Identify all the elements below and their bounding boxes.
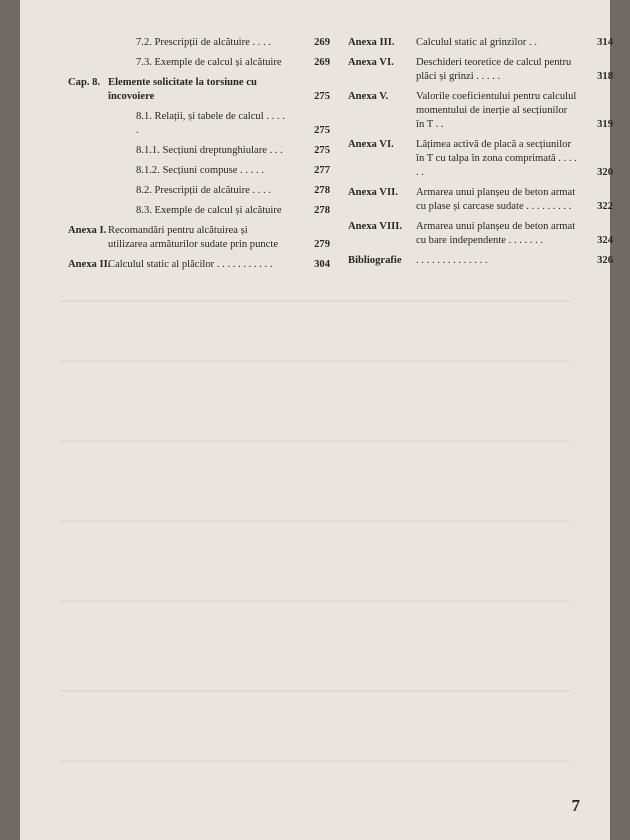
toc-entry	[348, 220, 613, 248]
bleed-through-line	[60, 690, 570, 692]
toc-entry	[348, 36, 613, 50]
toc-entry	[348, 186, 613, 214]
toc-entry-page: 322	[597, 201, 613, 212]
toc-entry-title: Calculul static al plăcilor . . . . . . . . . . .	[108, 259, 273, 270]
toc-entry	[68, 164, 330, 178]
toc-entry	[348, 56, 613, 84]
bleed-through-line	[60, 360, 570, 362]
toc-entry-page: 275	[314, 91, 330, 102]
toc-entry-label: Anexa VII.	[348, 187, 398, 198]
toc-entry-page: 326	[597, 255, 613, 266]
toc-entry	[68, 204, 330, 218]
toc-entry	[348, 90, 613, 132]
toc-entry-title: Calculul static al grinzilor . .	[416, 37, 537, 48]
toc-entry-label: Anexa VIII.	[348, 221, 402, 232]
toc-entry-label: Anexa I.	[68, 225, 107, 236]
bleed-through-line	[60, 520, 570, 522]
bleed-through-line	[60, 760, 570, 762]
toc-entry-label: Bibliografie	[348, 255, 402, 266]
bleed-through-line	[60, 300, 570, 302]
toc-entry	[68, 76, 330, 104]
page-number: 7	[571, 796, 580, 815]
bleed-through-line	[60, 600, 570, 602]
toc-entry-title: Deschideri teoretice de calcul pentru plăci și grinzi . . . . .	[416, 57, 572, 82]
toc-entry-page: 269	[314, 37, 330, 48]
toc-entry	[68, 224, 330, 252]
bleed-through-line	[60, 440, 570, 442]
toc-entry-title: Armarea unui planșeu de beton armat cu bare independente . . . . . . .	[416, 221, 576, 246]
toc-entry-page: 314	[597, 37, 613, 48]
toc-entry-page: 269	[314, 57, 330, 68]
toc-entry-page: 278	[314, 185, 330, 196]
toc-entry-title: Armarea unui planșeu de beton armat cu plase și carcase sudate . . . . . . . . .	[416, 187, 576, 212]
toc-entry-title: . . . . . . . . . . . . . .	[416, 255, 488, 266]
toc-entry	[68, 144, 330, 158]
toc-entry	[348, 254, 613, 268]
toc-entry-page: 275	[314, 125, 330, 136]
toc-entry-label: Anexa VI.	[348, 57, 394, 68]
toc-entry-title: 7.2. Prescripții de alcătuire . . . .	[136, 37, 272, 48]
toc-entry-title: Lățimea activă de placă a secțiunilor în T cu talpa în zona comprimată . . . . . .	[416, 139, 577, 178]
toc-entry	[68, 36, 330, 50]
toc-entry-page: 319	[597, 119, 613, 130]
toc-right-column	[348, 36, 613, 274]
toc-entry-title: Elemente solicitate la torsiune cu încovoiere	[108, 77, 257, 102]
toc-entry-page: 318	[597, 71, 613, 82]
toc-entry-label: Anexa VI.	[348, 139, 394, 150]
toc-entry-page: 277	[314, 165, 330, 176]
toc-entry	[68, 110, 330, 138]
toc-entry-label: Anexa II.	[68, 259, 111, 270]
toc-entry	[68, 56, 330, 70]
toc-entry-page: 304	[314, 259, 330, 270]
toc-entry-label: Anexa III.	[348, 37, 395, 48]
toc-entry-page: 320	[597, 167, 613, 178]
toc-entry-title: Valorile coeficientului pentru calculul momentului de inerție al secțiunilor în T . .	[416, 91, 577, 130]
toc-entry-title: 7.3. Exemple de calcul și alcătuire	[136, 57, 282, 68]
toc-entry	[68, 258, 330, 272]
toc-entry-page: 278	[314, 205, 330, 216]
toc-entry-label: Anexa V.	[348, 91, 389, 102]
toc-entry	[348, 138, 613, 180]
toc-entry-page: 275	[314, 145, 330, 156]
book-page	[20, 0, 613, 840]
toc-entry-title: 8.2. Prescripții de alcătuire . . . .	[136, 185, 272, 196]
toc-entry-title: 8.1.2. Secțiuni compuse . . . . .	[136, 165, 264, 176]
toc-entry-label: Cap. 8.	[68, 77, 101, 88]
toc-entry-title: Recomandări pentru alcătuirea și utilizarea armăturilor sudate prin puncte	[108, 225, 279, 250]
toc-entry-title: 8.1. Relații, și tabele de calcul . . . . .	[136, 111, 285, 136]
toc-left-column	[68, 36, 330, 278]
toc-entry-title: 8.3. Exemple de calcul și alcătuire	[136, 205, 282, 216]
toc-entry	[68, 184, 330, 198]
toc-entry-title: 8.1.1. Secțiuni dreptunghiulare . . .	[136, 145, 283, 156]
toc-entry-page: 324	[597, 235, 613, 246]
toc-entry-page: 279	[314, 239, 330, 250]
